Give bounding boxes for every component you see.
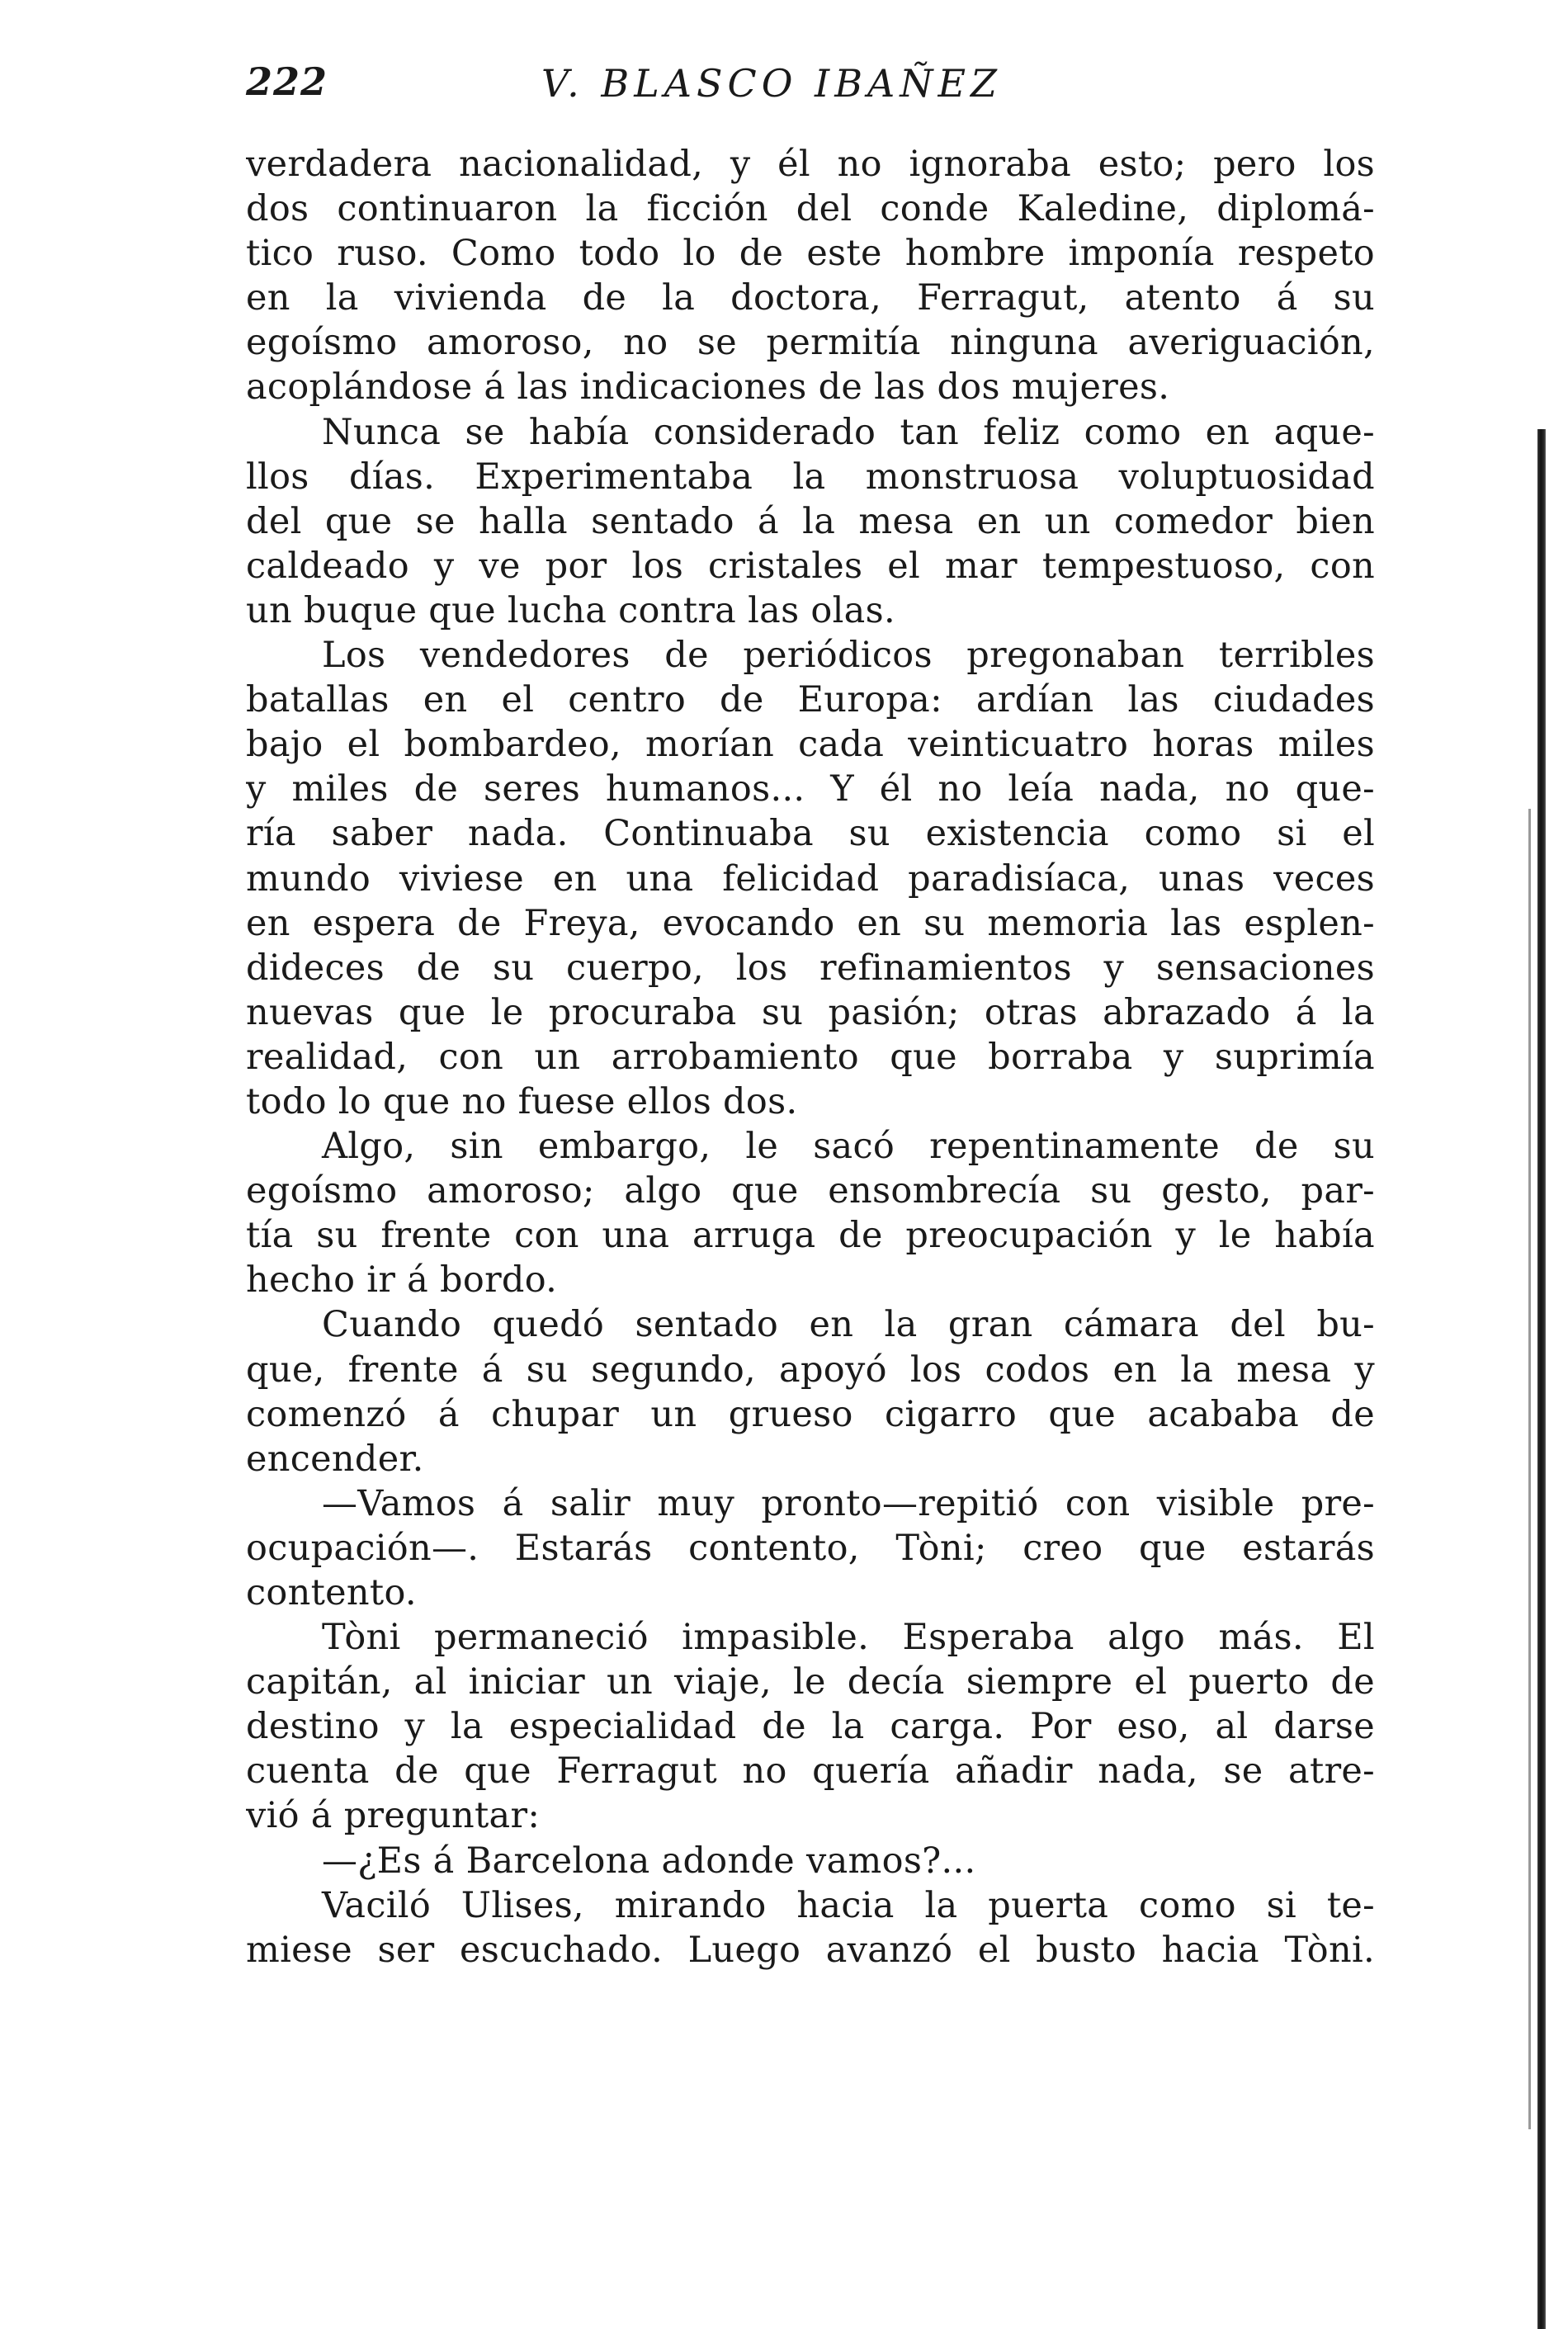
text-line: cuenta de que Ferragut no quería añadir nada, se atre- [246, 1750, 1375, 1793]
text-line: bajo el bombardeo, morían cada veinticuatro horas miles [246, 724, 1375, 766]
page-header [246, 51, 1375, 117]
scan-shadow-line [1528, 809, 1531, 2129]
text-line: capitán, al iniciar un viaje, le decía siempre el puerto de [246, 1661, 1375, 1703]
page-number: 222 [246, 59, 328, 104]
text-line: ría saber nada. Continuaba su existencia como si el [246, 813, 1375, 855]
text-line: del que se halla sentado á la mesa en un comedor bien [246, 500, 1375, 542]
text-line: un buque que lucha contra las olas. [246, 589, 895, 631]
text-line: mundo viviese en una felicidad paradisíaca, unas veces [246, 857, 1375, 900]
text-line: tía su frente con una arruga de preocupación y le había [246, 1215, 1375, 1257]
text-line: que, frente á su segundo, apoyó los codos en la mesa y [246, 1349, 1375, 1391]
text-line: llos días. Experimentaba la monstruosa voluptuosidad [246, 456, 1375, 498]
text-line: egoísmo amoroso, no se permitía ninguna averiguación, [246, 322, 1375, 364]
running-head: V. BLASCO IBAÑEZ [541, 61, 1003, 106]
text-line: nuevas que le procuraba su pasión; otras abrazado á la [246, 991, 1375, 1033]
text-line: ocupación—. Estarás contento, Tòni; creo que estarás [246, 1527, 1375, 1569]
text-line: tico ruso. Como todo lo de este hombre imponía respeto [246, 233, 1375, 275]
text-line: batallas en el centro de Europa: ardían las ciudades [246, 679, 1375, 721]
text-line: acoplándose á las indicaciones de las dos mujeres. [246, 366, 1170, 409]
text-line: realidad, con un arrobamiento que borraba y suprimía [246, 1036, 1375, 1078]
text-line: hecho ir á bordo. [246, 1259, 558, 1302]
scan-shadow-edge [1537, 429, 1546, 2329]
body-text [246, 142, 1375, 1972]
text-line: verdadera nacionalidad, y él no ignoraba esto; pero los [246, 144, 1375, 185]
text-line: dideces de su cuerpo, los refinamientos y sensaciones [246, 947, 1375, 989]
text-line: en la vivienda de la doctora, Ferragut, atento á su [246, 277, 1375, 319]
text-line: Vaciló Ulises, mirando hacia la puerta como si te- [322, 1884, 1375, 1926]
text-line: vió á preguntar: [246, 1795, 541, 1837]
text-line: egoísmo amoroso; algo que ensombrecía su gesto, par- [246, 1170, 1375, 1212]
text-line: encender. [246, 1438, 424, 1480]
text-line: miese ser escuchado. Luego avanzó el busto hacia Tòni. [246, 1929, 1375, 1971]
text-line: comenzó á chupar un grueso cigarro que acababa de [246, 1393, 1375, 1435]
text-line: en espera de Freya, evocando en su memoria las esplen- [246, 902, 1375, 944]
text-line: Los vendedores de periódicos pregonaban terribles [322, 635, 1375, 677]
text-line: Algo, sin embargo, le sacó repentinamente de su [322, 1126, 1375, 1168]
text-line: caldeado y ve por los cristales el mar tempestuoso, con [246, 545, 1375, 587]
text-line: Nunca se había considerado tan feliz como en aque- [322, 411, 1375, 453]
text-line: Tòni permaneció impasible. Esperaba algo más. El [322, 1617, 1375, 1659]
text-line: —Vamos á salir muy pronto—repitió con visible pre- [322, 1482, 1375, 1524]
text-line: destino y la especialidad de la carga. Por eso, al darse [246, 1706, 1375, 1748]
text-line: Cuando quedó sentado en la gran cámara del bu- [322, 1304, 1375, 1346]
text-line: —¿Es á Barcelona adonde vamos?... [322, 1840, 976, 1882]
text-line: y miles de seres humanos... Y él no leía nada, no que- [246, 768, 1375, 810]
text-line: todo lo que no fuese ellos dos. [246, 1080, 798, 1122]
text-line: dos continuaron la ficción del conde Kaledine, diplomá- [246, 188, 1375, 230]
text-line: contento. [246, 1572, 417, 1613]
